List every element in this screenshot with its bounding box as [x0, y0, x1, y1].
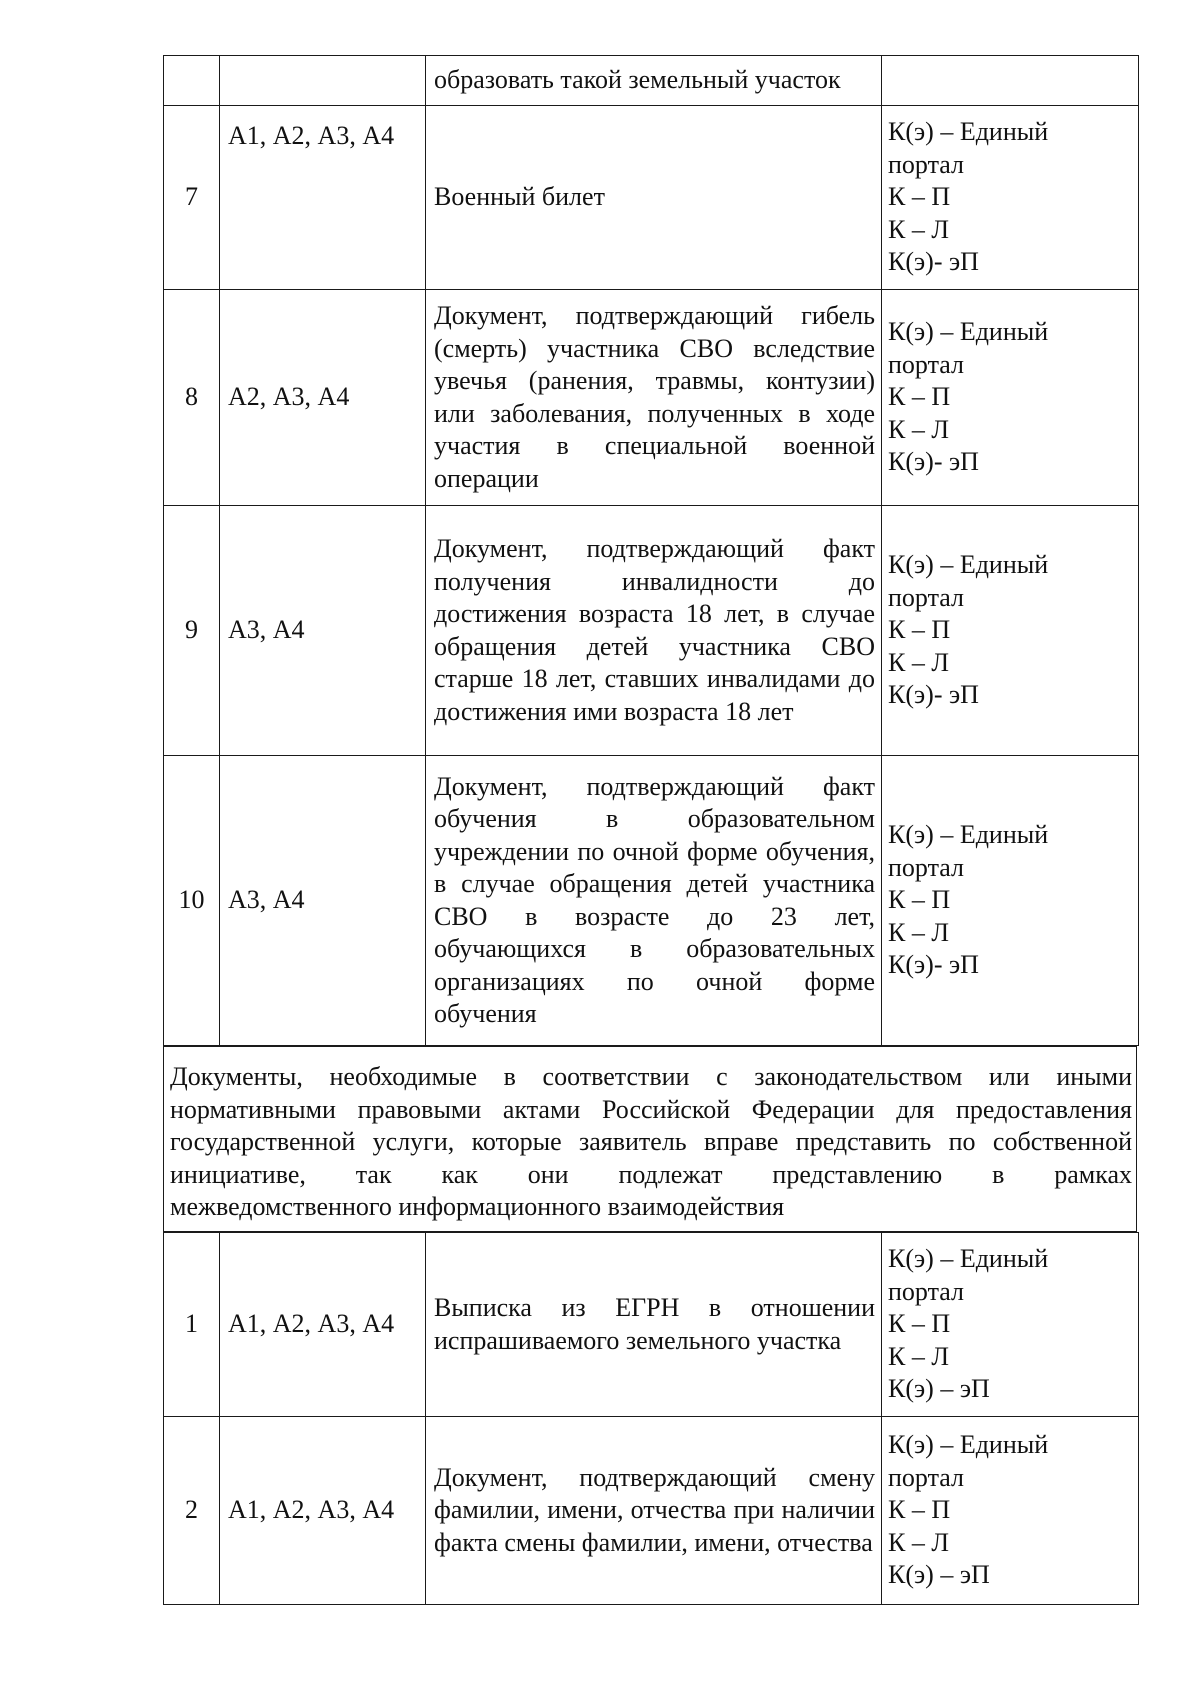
submission-form-list: К(э) – Единый портал К – П К – Л К(э)- эП: [888, 550, 1049, 710]
row-number-cell: 1: [164, 1233, 220, 1417]
submission-form-cell: [882, 1417, 1139, 1605]
table-row: [164, 1417, 1139, 1605]
table-row: [164, 290, 1139, 506]
submission-form-list: К(э) – Единый портал К – П К – Л К(э)- эП: [888, 317, 1049, 477]
submission-form-cell: [882, 106, 1139, 290]
section-heading-line: государственной услуги, которые заявитель вправе представить по собственной: [170, 1127, 1132, 1156]
table-row: [164, 56, 1139, 106]
submission-form-cell: [882, 290, 1139, 506]
table-row: [164, 506, 1139, 756]
section-heading-line: межведомственного информационного взаимодействия: [170, 1192, 785, 1221]
section-heading-line: нормативными правовыми актами Российской Федерации для предоставления: [170, 1094, 1132, 1124]
document-cell: Документ, подтверждающий факт обучения в образовательном учреждении по очной форме обучения, в случае обращения детей участника СВО в возрасте до 23 лет, обучающихся в образовательных организациях по очной форме обучения: [426, 756, 882, 1046]
section-heading-line: инициативе, так как они подлежат представлению в рамках: [170, 1159, 1132, 1189]
submission-form-cell: [882, 56, 1139, 106]
applicants-cell: А1, А2, А3, А4: [220, 106, 426, 290]
document-cell: Военный билет: [426, 106, 882, 290]
row-number-cell: 2: [164, 1417, 220, 1605]
applicants-cell: А2, А3, А4: [220, 290, 426, 506]
submission-form-list: К(э) – Единый портал К – П К – Л К(э)- эП: [888, 820, 1049, 980]
applicants-cell: А3, А4: [220, 756, 426, 1046]
row-number-cell: 8: [164, 290, 220, 506]
row-number-cell: 10: [164, 756, 220, 1046]
submission-form-cell: [882, 506, 1139, 756]
submission-form-cell: [882, 1233, 1139, 1417]
table-row: [164, 756, 1139, 1046]
section-heading: [163, 1046, 1137, 1232]
document-cell: Документ, подтверждающий гибель (смерть) участника СВО вследствие увечья (ранения, травмы, контузии) или заболевания, полученных в ходе участия в специальной военной операции: [426, 290, 882, 506]
table-row: [164, 106, 1139, 290]
row-number-cell: [164, 56, 220, 106]
applicants-cell: А3, А4: [220, 506, 426, 756]
table-row: [164, 1233, 1139, 1417]
submission-form-list: К(э) – Единый портал К – П К – Л К(э) – эП: [888, 1244, 1049, 1404]
document-cell: образовать такой земельный участок: [426, 56, 882, 106]
applicants-cell: А1, А2, А3, А4: [220, 1417, 426, 1605]
submission-form-cell: [882, 756, 1139, 1046]
applicants-cell: [220, 56, 426, 106]
row-number-cell: 7: [164, 106, 220, 290]
submission-form-list: К(э) – Единый портал К – П К – Л К(э)- эП: [888, 117, 1049, 277]
documents-table-top: [163, 55, 1139, 1046]
submission-form-list: К(э) – Единый портал К – П К – Л К(э) – эП: [888, 1430, 1049, 1590]
document-cell: Документ, подтверждающий факт получения инвалидности до достижения возраста 18 лет, в случае обращения детей участника СВО старше 18 лет, ставших инвалидами до достижения ими возраста 18 лет: [426, 506, 882, 756]
document-cell: Выписка из ЕГРН в отношении испрашиваемого земельного участка: [426, 1233, 882, 1417]
document-cell: Документ, подтверждающий смену фамилии, имени, отчества при наличии факта смены фамилии, имени, отчества: [426, 1417, 882, 1605]
applicants-cell: А1, А2, А3, А4: [220, 1233, 426, 1417]
row-number-cell: 9: [164, 506, 220, 756]
documents-table-bottom: [163, 1232, 1139, 1605]
section-heading-line: Документы, необходимые в соответствии с законодательством или иными: [170, 1062, 1132, 1091]
